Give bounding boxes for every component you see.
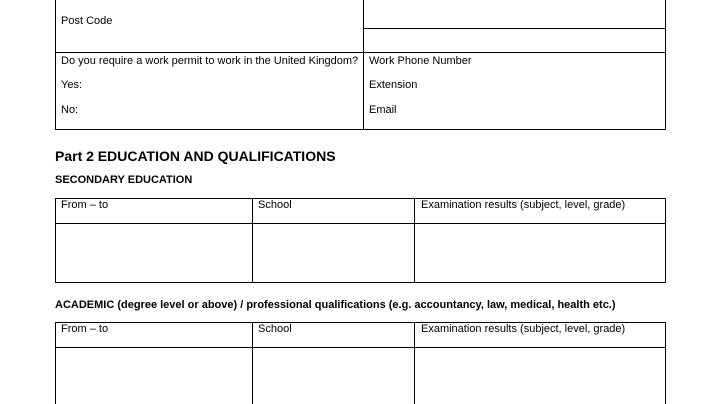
- post-code-label: Post Code: [61, 15, 113, 27]
- from-to-cell[interactable]: [56, 348, 252, 404]
- from-to-cell[interactable]: [56, 224, 252, 282]
- column-header-school: School: [258, 199, 292, 211]
- table-border-right: [665, 198, 666, 283]
- secondary-education-title: SECONDARY EDUCATION: [55, 174, 193, 186]
- column-header-exam-results: Examination results (subject, level, grade): [421, 323, 626, 335]
- work-permit-question: Do you require a work permit to work in the United Kingdom?: [61, 55, 359, 67]
- exam-results-cell[interactable]: [415, 348, 665, 404]
- column-header-from-to: From – to: [61, 323, 109, 335]
- table-border-right: [665, 322, 666, 404]
- table-border-left: [55, 0, 56, 130]
- work-phone-label: Work Phone Number: [369, 55, 472, 67]
- school-cell[interactable]: [253, 348, 414, 404]
- yes-label: Yes:: [61, 79, 83, 91]
- school-cell[interactable]: [253, 224, 414, 282]
- exam-results-cell[interactable]: [415, 224, 665, 282]
- part2-title: Part 2 EDUCATION AND QUALIFICATIONS: [55, 148, 336, 164]
- table-border-right: [665, 0, 666, 130]
- row-divider: [363, 28, 666, 29]
- column-header-school: School: [258, 323, 292, 335]
- email-label: Email: [369, 104, 397, 116]
- column-header-exam-results: Examination results (subject, level, grade): [421, 199, 626, 211]
- table-border-bottom: [55, 282, 666, 283]
- extension-label: Extension: [369, 79, 418, 91]
- column-header-from-to: From – to: [61, 199, 109, 211]
- row-divider: [55, 52, 666, 53]
- post-code-field[interactable]: [364, 0, 665, 28]
- no-label: No:: [61, 104, 79, 116]
- table-border-bottom: [55, 129, 666, 130]
- academic-qualifications-title: ACADEMIC (degree level or above) / professional qualifications (e.g. accountancy, law, medical, health etc.): [55, 299, 616, 311]
